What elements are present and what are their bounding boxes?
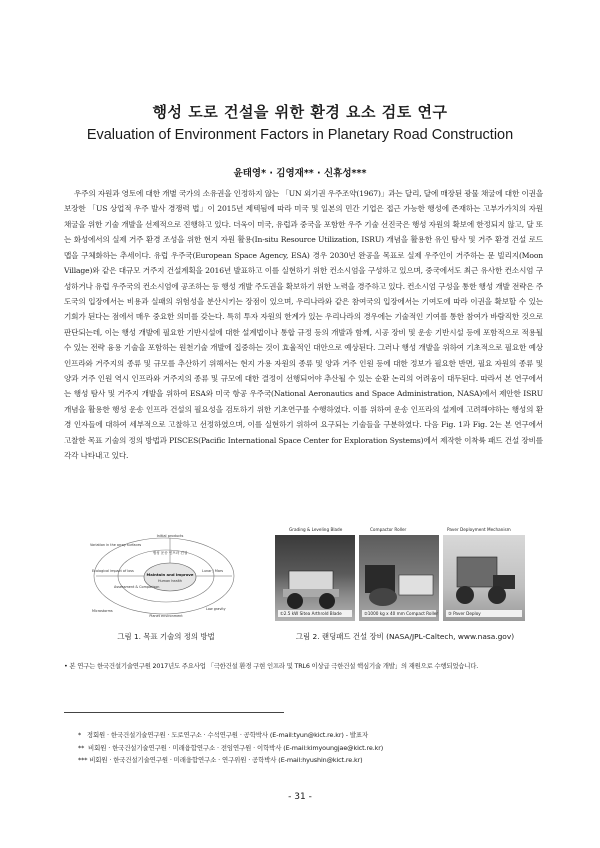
footnote-author-3: *** 비회원 · 한국건설기술연구원 · 미래융합연구소 · 연구위원 · 공학박사 (E-mail:hyushin@kict.re.kr) xyxy=(78,756,363,764)
title-korean: 행성 도로 건설을 위한 환경 요소 검토 연구 xyxy=(152,103,448,121)
fig2-panel-3-title: Paver Deployment Mechanism xyxy=(447,527,511,532)
figure-1-diagram xyxy=(86,532,236,618)
author-list: 윤태영* · 김영재** · 신휴성*** xyxy=(233,168,367,179)
fig1-label-bottom-mid: Planet environment xyxy=(149,614,183,618)
fig2-panel-3-tag: ③ Paver Deploy xyxy=(448,611,481,616)
fig1-label-top: Initial products xyxy=(156,534,184,538)
fig2-panel-1-title: Grading & Leveling Blade xyxy=(289,527,343,532)
fig2-panel-2-title: Compactor Roller xyxy=(370,527,407,532)
footnote-divider xyxy=(64,712,284,713)
footnotes xyxy=(78,729,383,767)
fig2-photo-paver-deployment xyxy=(443,535,525,621)
figure-1-caption: 그림 1. 목표 기술의 정의 방법 xyxy=(117,632,215,641)
fig1-label-left-mid: Ecological impact of loss xyxy=(92,569,134,573)
fig1-label-center-top: 행성 운송 인프라 건설 xyxy=(152,551,188,555)
fig2-photo-compactor-roller xyxy=(359,535,439,621)
footnote-author-2: ** 비회원 · 한국건설기술연구원 · 미래융합연구소 · 전임연구원 · 이학박사 (E-mail:kimyoungjae@kict.re.kr) xyxy=(78,743,384,752)
title-english: Evaluation of Environment Factors in Planetary Road Construction xyxy=(86,127,514,143)
funding-note: • 본 연구는 한국건설기술연구원 2017년도 주요사업 「극한건설 환경 구현 인프라 및 TRL6 이상급 극한건설 핵심기술 개발」의 재원으로 수행되었습니다. xyxy=(64,662,479,670)
fig1-label-bottom-left: Microstorms xyxy=(92,609,113,613)
fig1-label-center-sub: Human health xyxy=(157,579,183,583)
fig1-label-left-inner: Assessment & Comparison xyxy=(114,585,160,589)
figure-2-photos xyxy=(275,527,525,621)
footnote-author-1: * 정회원 · 한국건설기술연구원 · 도로연구소 · 수석연구원 · 공학박사 (E-mail:tyun@kict.re.kr) - 발표자 xyxy=(78,731,369,739)
fig1-label-left-outer: Variation in the array surfaces xyxy=(90,543,142,547)
fig1-label-bottom-right: Low gravity xyxy=(206,607,226,611)
fig1-label-center: Maintain and Improve xyxy=(146,572,194,577)
fig2-panel-1-tag: ①2.5 kW Sitea Arthrold Blade xyxy=(280,611,342,616)
body-paragraph: 우주의 자원과 영토에 대한 개별 국가의 소유권을 인정하지 않는 「UN 외기권 우주조약(1967)」과는 달리, 달에 매장된 광물 채굴에 대한 이권을 보장한 「US 상업적 우주 발사 경쟁력 법」이 2015년 제텍됨에 따라 미국 및 일본의 민간 기업은 접근 가능한 행성에 존재하는 고부가가치의 자원 채굴을 위한 기술 개발을 선제적으로 진행하고 있다. 더욱이 미국, 유럽과 중국을 포함한 우주 기술 선진국은 행성 자원의 확보에 한정되지 않고, 달 또는 화성에서의 실제 거주 환경 조성을 위한 현지 자원 활용(In-situ Resource Utilization, ISRU) 개념을 활용한 유인 탐사 및 거주 환경 건설 로드맵을 구체화하는 추세이다. 유럽 우주국(European Space Agency, ESA) 경우 2030년 완공을 목표로 실제 우주인이 거주하는 문 빌리지(Moon Village)와 같은 대규모 거주지 건설계획을 2016년 발표하고 이를 실현하기 위한 컨소시엄을 구성하고 있으며, 중국에서도 최근 유사한 컨소시엄 구성하거나 유럽 우주국의 컨소시엄에 공조하는 등 행성 개발 주도권을 확보하기 위한 노력을 경주하고 있다. 컨소시엄 구성을 통한 행성 개발 전략은 주도국의 입장에서는 비용과 실패의 위험성을 분산시키는 장점이 있으며, 우리나라와 같은 참여국의 입장에서는 기여도에 따라 이권을 확보할 수 있는 기회가 된다는 점에서 매우 중요한 의미를 갖는다. 특히 투자 자원의 한계가 있는 우리나라의 경우에는 기술적인 기여를 통한 참여가 바람직한 것으로 판단되는데, 이는 행성 개발에 필요한 기반시설에 대한 설계법이나 통합 규정 등의 개발과 함께, 시공 장비 및 운송 기반시설 등에 포함적으로 적용될 수 있는 전략 융용 기술을 포함하는 원천기술 개발에 집중하는 것이 효율적인 대안으로 예상된다. 그러나 행성 개발을 위하여 기초적으로 필요한 예상 인프라와 거주지의 종류 및 규모를 추산하기 위해서는 현지 가용 자원의 종류 및 양과 거주 인원 등에 대한 정보가 필요한 반면, 필요 자원의 종류 및 양과 거주 인원 역시 인프라와 거주지의 종류 및 규모에 대한 결정이 선행되어야 추산될 수 있는 순환 논리의 어려움이 대두된다. 따라서 본 연구에서는 행성 탐사 및 거주지 개발을 위하여 ESA와 미국 항공 우주국(National Aeronautics and Space Administration, NASA)에서 제안한 ISRU 개념을 활용한 행성 운송 인프라 건설의 필요성을 검토하기 위한 기초연구를 수행하였다. 이를 위하여 운송 인프라의 설계에 고려해야하는 행성의 환경 인자들에 대하여 세부적으로 고찰하고 선정하였으며, 이를 실현하기 위하여 요구되는 기술들을 구분하였다. 다음 Fig. 1과 Fig. 2는 본 연구에서 고찰한 목표 기술의 정의 방법과 PISCES(Pacific International Space Center for Exploration Systems)에서 제작한 이착륙 패드 건설 장비를 각각 나타내고 있다. xyxy=(64,189,543,461)
figure-2-caption: 그림 2. 랜딩패드 건설 장비 (NASA/JPL-Caltech, www.nasa.gov) xyxy=(295,632,515,641)
fig1-label-right-mid: Lunar / Mars xyxy=(202,569,224,573)
fig2-panel-2-tag: ②1000 kg x 40 mm Compact Roller xyxy=(364,611,439,616)
fig2-photo-grading-blade xyxy=(275,535,355,621)
page-number: - 31 - xyxy=(288,792,312,802)
